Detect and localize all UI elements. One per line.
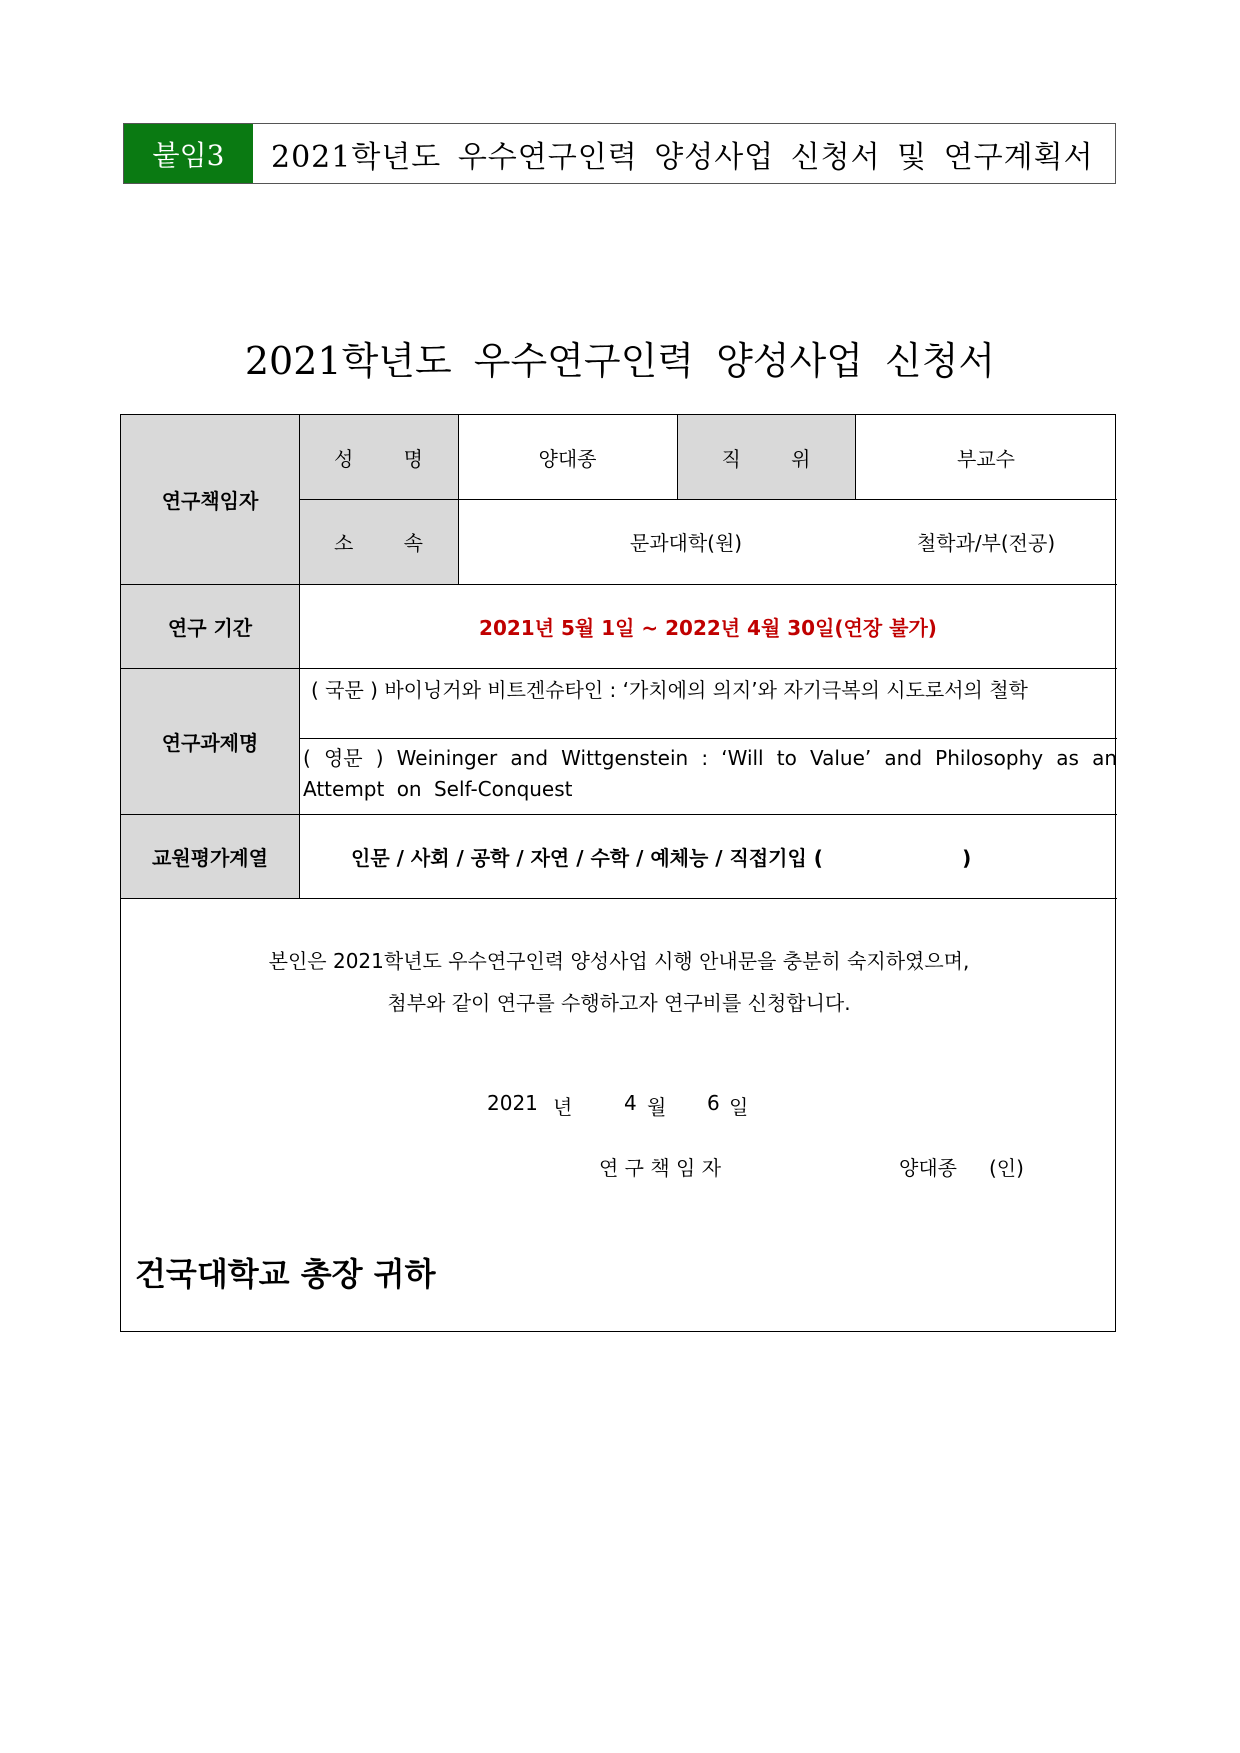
project-english-title: ( 영문 ) Weininger and Wittgenstein : ‘Will to Value’ and Philosophy as an Attempt on Self-Conquest [303, 746, 1117, 801]
evaluation-field-options: 인문 / 사회 / 공학 / 자연 / 수학 / 예체능 / 직접기입 ( ) [351, 845, 972, 870]
date-day: 6 [707, 1091, 720, 1115]
closing-addressee: 건국대학교 총장 귀하 [135, 1255, 436, 1293]
department-value: 철학과/부(전공) [916, 531, 1056, 555]
period-label: 연구 기간 [121, 584, 299, 668]
college-value: 문과대학(원) [629, 531, 743, 555]
date-year-unit: 년 [553, 1095, 573, 1119]
position-value: 부교수 [957, 446, 1015, 471]
attachment-title: 2021학년도 우수연구인력 양성사업 신청서 및 연구계획서 [271, 139, 1094, 175]
project-korean-title: ( 국문 ) 바이닝거와 비트겐슈타인 : ‘가치에의 의지’와 자기극복의 시도로서의 철학 [311, 678, 1028, 702]
name-value: 양대종 [538, 446, 597, 471]
signer-label: 연 구 책 임 자 [599, 1156, 722, 1180]
signer-name: 양대종 [899, 1156, 957, 1180]
affiliation-label: 소 속 [299, 499, 458, 584]
evaluation-field-label: 교원평가계열 [121, 814, 299, 898]
project-label: 연구과제명 [121, 668, 299, 814]
date-month: 4 [624, 1091, 637, 1115]
attachment-tag: 붙임3 [124, 124, 253, 183]
attachment-header [123, 123, 1116, 184]
date-year: 2021 [487, 1091, 538, 1115]
pi-label: 연구책임자 [121, 415, 299, 584]
date-month-unit: 월 [647, 1095, 667, 1119]
date-day-unit: 일 [729, 1095, 749, 1119]
application-form [120, 414, 1116, 1332]
statement-line-2: 첨부와 같이 연구를 수행하고자 연구비를 신청합니다. [387, 991, 851, 1015]
form-title: 2021학년도 우수연구인력 양성사업 신청서 [244, 339, 996, 383]
seal-mark: (인) [989, 1156, 1024, 1180]
statement-line-1: 본인은 2021학년도 우수연구인력 양성사업 시행 안내문을 충분히 숙지하였으며, [268, 949, 970, 973]
name-label: 성 명 [299, 415, 458, 499]
position-label: 직 위 [677, 415, 855, 499]
period-value: 2021년 5월 1일 ~ 2022년 4월 30일(연장 불가) [479, 615, 937, 640]
